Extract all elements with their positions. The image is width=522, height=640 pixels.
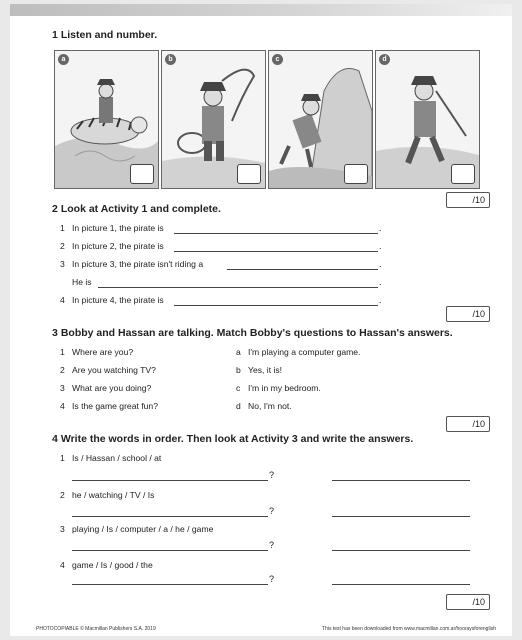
badge-a: a: [58, 54, 69, 65]
ex4-question-blank-3[interactable]: [72, 550, 268, 551]
ex3-answer-d: d No, I'm not.: [236, 401, 292, 411]
ex2-score-box: /10: [446, 192, 490, 208]
badge-c: c: [272, 54, 283, 65]
ex4-answer-blank-2[interactable]: [332, 516, 470, 517]
ex3-question-4: 4 Is the game great fun?: [60, 401, 158, 411]
ex4-item-1: 1 Is / Hassan / school / at: [60, 453, 162, 463]
ex2-title: Look at Activity 1 and complete.: [60, 203, 221, 215]
page-header-bar: [10, 4, 512, 16]
footer-download-note: This test has been downloaded from www.macmillan.com.ar/hooraysforenglish: [322, 626, 496, 632]
ex2-number: 2: [52, 203, 58, 215]
ex3-question-1: 1 Where are you?: [60, 347, 134, 357]
picture-d: [375, 50, 480, 189]
worksheet-page: 1 Listen and number. a b c d /10 2 Look at Activity 1 and complete. 1 In picture 1, the pirate is . 2 In picture 2, the pirate is . 3 In picture 3, the pirate isn't riding a . He is . 4 In picture 4, the pirate is . /10 3 Bobby and Hassan are talking. Match Bobby's questions to Hassan's answers. 1 Where are you? 2 Are you watching TV? 3 What are you doing? 4 Is the game great fun? a I'm playing a computer game. b Yes, it is! c I'm in my bedroom. d No, I'm not. /10 4 Write the words in order. Then look at Activity 3 and write the answers. 1 Is / Hassan / school / at ? 2 he / watching / TV / Is ? 3 playing / Is / computer / a / he / game ? 4 game / Is / good / the ? /10 PHOTOCOPIABLE © Macmillan Publishers S.A. 2019 This test has been downloaded from www.macmillan.com.ar/hooraysforenglish: [10, 4, 512, 636]
ex4-question-blank-1[interactable]: [72, 480, 268, 481]
ex2-heading: [52, 203, 221, 215]
ex4-answer-blank-1[interactable]: [332, 480, 470, 481]
answer-box-d[interactable]: [451, 164, 475, 184]
ex1-title: Listen and number.: [60, 29, 158, 41]
ex4-item-2: 2 he / watching / TV / Is: [60, 490, 155, 500]
ex2-blank-1[interactable]: [174, 233, 378, 234]
ex4-item-4: 4 game / Is / good / the: [60, 560, 153, 570]
ex4-question-blank-4[interactable]: [72, 584, 268, 585]
ex2-line-1: 1 In picture 1, the pirate is: [60, 223, 164, 233]
ex4-title: Write the words in order. Then look at Activity 3 and write the answers.: [60, 433, 414, 445]
answer-box-b[interactable]: [237, 164, 261, 184]
answer-box-c[interactable]: [344, 164, 368, 184]
ex4-question-blank-2[interactable]: [72, 516, 268, 517]
ex3-answer-b: b Yes, it is!: [236, 365, 283, 375]
ex2-line-3: 3 In picture 3, the pirate isn't riding a: [60, 259, 204, 269]
ex4-item-3: 3 playing / Is / computer / a / he / game: [60, 524, 214, 534]
badge-d: d: [379, 54, 390, 65]
ex3-number: 3: [52, 327, 58, 339]
ex4-score-box-top: /10: [446, 416, 490, 432]
ex4-answer-blank-3[interactable]: [332, 550, 470, 551]
ex2-blank-3[interactable]: [227, 269, 378, 270]
ex3-answer-c: c I'm in my bedroom.: [236, 383, 321, 393]
ex3-question-2: 2 Are you watching TV?: [60, 365, 156, 375]
ex4-heading: [52, 433, 413, 445]
ex2-blank-2[interactable]: [174, 251, 378, 252]
ex3-answer-a: a I'm playing a computer game.: [236, 347, 361, 357]
ex2-line-4: 4 In picture 4, the pirate is: [60, 295, 164, 305]
picture-c: [268, 50, 373, 189]
picture-b: [161, 50, 266, 189]
ex2-line-2: 2 In picture 2, the pirate is: [60, 241, 164, 251]
ex4-answer-blank-4[interactable]: [332, 584, 470, 585]
ex4-score-box-bottom: /10: [446, 594, 490, 610]
ex3-question-3: 3 What are you doing?: [60, 383, 152, 393]
ex1-number: 1: [52, 29, 58, 41]
footer-copyright: PHOTOCOPIABLE © Macmillan Publishers S.A. 2019: [36, 626, 156, 632]
ex4-number: 4: [52, 433, 58, 445]
answer-box-a[interactable]: [130, 164, 154, 184]
ex1-heading: [52, 29, 157, 41]
ex3-score-box: /10: [446, 306, 490, 322]
ex2-blank-3b[interactable]: [98, 287, 378, 288]
badge-b: b: [165, 54, 176, 65]
picture-a: [54, 50, 159, 189]
ex3-heading: [52, 327, 453, 339]
ex2-line-3b: He is: [72, 277, 92, 287]
ex2-blank-4[interactable]: [174, 305, 378, 306]
ex3-title: Bobby and Hassan are talking. Match Bobby's questions to Hassan's answers.: [60, 327, 453, 339]
